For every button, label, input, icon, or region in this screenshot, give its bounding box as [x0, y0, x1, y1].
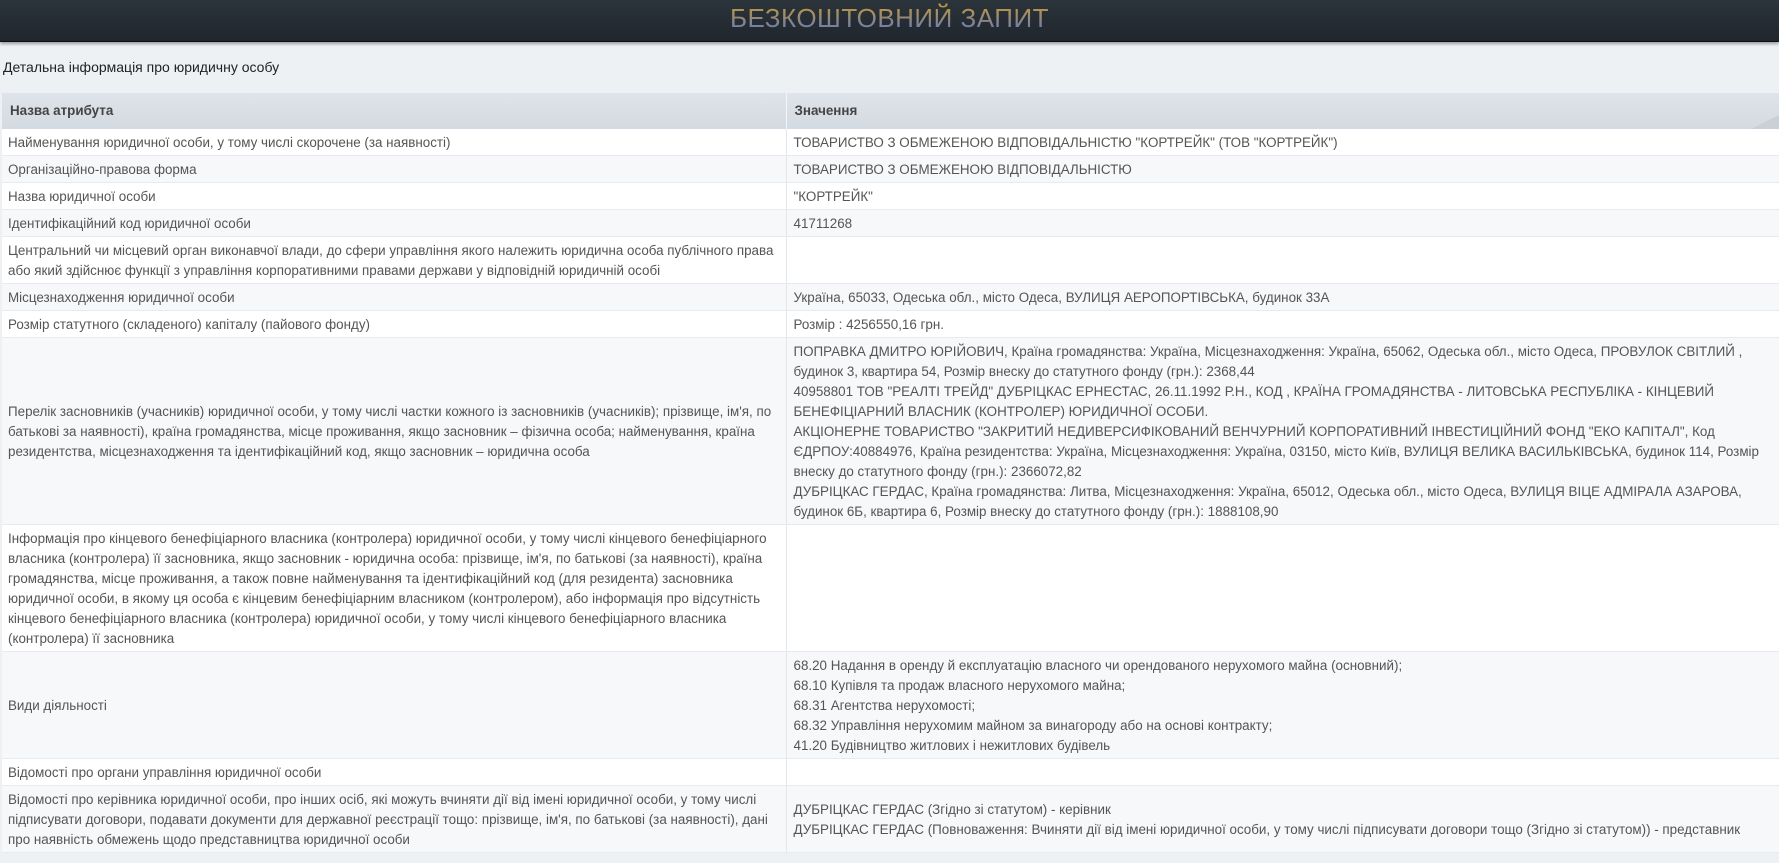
table-row [2, 525, 1779, 652]
value-line: ПОПРАВКА ДМИТРО ЮРІЙОВИЧ, Країна громадянства: Україна, Місцезнаходження: Україна, 65062, Одеська обл., місто Одеса, ПРОВУЛОК СВІТЛИЙ , будинок 3, квартира 54, Розмір внеску до статутного фонду (грн.): 2368,44 [793, 344, 1743, 379]
value-line: ТОВАРИСТВО З ОБМЕЖЕНОЮ ВІДПОВІДАЛЬНІСТЮ "КОРТРЕЙК" (ТОВ "КОРТРЕЙК") [793, 135, 1338, 150]
attribute-cell: Центральний чи місцевий орган виконавчої влади, до сфери управління якого належить юридична особа публічного права або який здійснює функції з управління корпоративними правами держави у відповідній юридичній особі [2, 237, 786, 284]
value-line: "КОРТРЕЙК" [793, 189, 873, 204]
value-line: 41711268 [793, 216, 853, 231]
table-row [2, 210, 1779, 237]
attribute-cell: Найменування юридичної особи, у тому числі скорочене (за наявності) [2, 129, 786, 156]
table-row [2, 786, 1779, 853]
attribute-cell: Розмір статутного (складеного) капіталу (пайового фонду) [2, 311, 786, 338]
column-header-value[interactable]: Значення [786, 93, 1779, 129]
value-line: ТОВАРИСТВО З ОБМЕЖЕНОЮ ВІДПОВІДАЛЬНІСТЮ [793, 162, 1132, 177]
attributes-table [2, 93, 1779, 853]
value-line: Україна, 65033, Одеська обл., місто Одеса, ВУЛИЦЯ АЕРОПОРТІВСЬКА, будинок 33А [793, 290, 1330, 305]
value-cell [786, 210, 1779, 237]
value-cell [786, 237, 1779, 284]
value-cell [786, 652, 1779, 759]
attribute-cell: Ідентифікаційний код юридичної особи [2, 210, 786, 237]
value-cell [786, 284, 1779, 311]
table-row [2, 311, 1779, 338]
value-line: Розмір : 4256550,16 грн. [793, 317, 944, 332]
table-body [2, 129, 1779, 853]
value-line: ДУБРІЦКАС ГЕРДАС (Згідно зі статутом) - керівник [793, 802, 1111, 817]
sort-corner-icon [1751, 115, 1779, 129]
table-row [2, 237, 1779, 284]
attribute-cell: Назва юридичної особи [2, 183, 786, 210]
table-row [2, 183, 1779, 210]
value-cell [786, 311, 1779, 338]
value-line: ДУБРІЦКАС ГЕРДАС, Країна громадянства: Литва, Місцезнаходження: Україна, 65012, Одеська обл., місто Одеса, ВУЛИЦЯ ВІЦЕ АДМІРАЛА АЗАРОВА, будинок 6Б, квартира 6, Розмір внеску до статутного фонду (грн.): 1888108,90 [793, 484, 1742, 519]
value-line: 41.20 Будівництво житлових і нежитлових будівель [793, 738, 1111, 753]
column-header-attribute[interactable]: Назва атрибута [2, 93, 786, 129]
table-row [2, 284, 1779, 311]
value-cell [786, 525, 1779, 652]
value-line: 68.20 Надання в оренду й експлуатацію власного чи орендованого нерухомого майна (основний); [793, 658, 1403, 673]
value-line: ДУБРІЦКАС ГЕРДАС (Повноваження: Вчиняти дії від імені юридичної особи, у тому числі підписувати договори тощо (Згідно зі статутом)) - представник [793, 822, 1741, 837]
value-cell [786, 786, 1779, 853]
attribute-cell: Перелік засновників (учасників) юридичної особи, у тому числі частки кожного із засновників (учасників); прізвище, ім'я, по батькові за наявності), країна громадянства, місце проживання, якщо засновник – фізична особа; найменування, країна резидентства, місцезнаходження та ідентифікаційний код, якщо засновник – юридична особа [2, 338, 786, 525]
attribute-cell: Місцезнаходження юридичної особи [2, 284, 786, 311]
table-row [2, 338, 1779, 525]
value-line: 68.10 Купівля та продаж власного нерухомого майна; [793, 678, 1126, 693]
table-row [2, 759, 1779, 786]
table-row [2, 129, 1779, 156]
value-line: 40958801 ТОВ "РЕАЛТІ ТРЕЙД" ДУБРІЦКАС ЕРНЕСТАС, 26.11.1992 Р.Н., КОД , КРАЇНА ГРОМАДЯНСТВА - ЛИТОВСЬКА РЕСПУБЛІКА - КІНЦЕВИЙ БЕНЕФІЦІАРНИЙ ВЛАСНИК (КОНТРОЛЕР) ЮРИДИЧНОЇ ОСОБИ. [793, 384, 1715, 419]
table-row [2, 652, 1779, 759]
attribute-cell: Види діяльності [2, 652, 786, 759]
attribute-cell: Інформація про кінцевого бенефіціарного власника (контролера) юридичної особи, у тому числі кінцевого бенефіціарного власника (контролера) її засновника, якщо засновник - юридична особа: прізвище, ім'я, по батькові (за наявності), країна громадянства, місце проживання, а також повне найменування та ідентифікаційний код (для резидента) засновника юридичної особи, в якому ця особа є кінцевим бенефіціарним власником (контролером), або інформація про відсутність кінцевого бенефіціарного власника (контролера) юридичної особи, у тому числі кінцевого бенефіціарного власника (контролера) її засновника [2, 525, 786, 652]
section-title: Детальна інформація про юридичну особу [3, 59, 280, 75]
value-cell [786, 156, 1779, 183]
value-cell [786, 338, 1779, 525]
attribute-cell: Відомості про керівника юридичної особи, про інших осіб, які можуть вчиняти дії від імені юридичної особи, у тому числі підписувати договори, подавати документи для державної реєстрації тощо: прізвище, ім'я, по батькові (за наявності), дані про наявність обмежень щодо представництва юридичної особи [2, 786, 786, 853]
header-title: БЕЗКОШТОВНИЙ ЗАПИТ [729, 3, 1050, 33]
table-header-row [2, 93, 1779, 129]
value-cell [786, 183, 1779, 210]
value-line: 68.31 Агентства нерухомості; [793, 698, 976, 713]
value-cell [786, 129, 1779, 156]
table-row [2, 156, 1779, 183]
value-line: 68.32 Управління нерухомим майном за винагороду або на основі контракту; [793, 718, 1273, 733]
value-cell [786, 759, 1779, 786]
attribute-cell: Відомості про органи управління юридичної особи [2, 759, 786, 786]
header-bar [0, 0, 1779, 42]
attribute-cell: Організаційно-правова форма [2, 156, 786, 183]
value-line: АКЦІОНЕРНЕ ТОВАРИСТВО "ЗАКРИТИЙ НЕДИВЕРСИФІКОВАНИЙ ВЕНЧУРНИЙ КОРПОРАТИВНИЙ ІНВЕСТИЦІЙНИЙ ФОНД "ЕКО КАПІТАЛ", Код ЄДРПОУ:40884976, Країна резидентства: Україна, Місцезнаходження: Україна, 03150, місто Київ, ВУЛИЦЯ ВЕЛИКА ВАСИЛЬКІВСЬКА, будинок 114, Розмір внеску до статутного фонду (грн.): 2366072,82 [793, 424, 1759, 479]
